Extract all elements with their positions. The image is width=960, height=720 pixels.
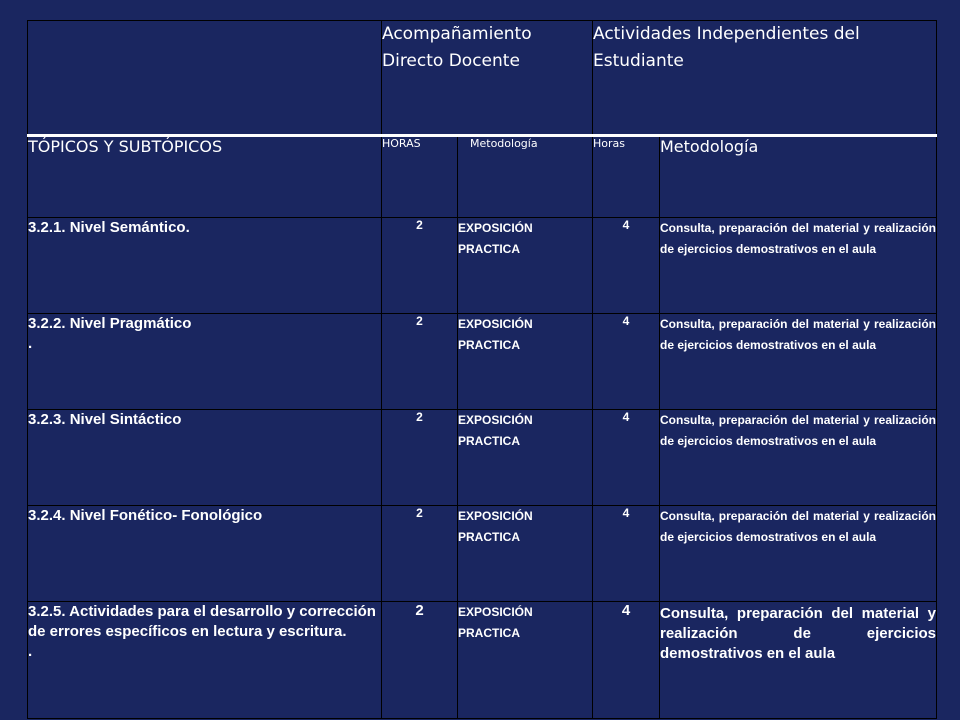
hours-independent-cell: 4 <box>593 218 660 314</box>
topic-extra: . <box>28 335 33 352</box>
hours-independent-cell: 4 <box>593 602 660 719</box>
description-cell: Consulta, preparación del material y realización de ejercicios demostrativos en el aula <box>660 314 937 410</box>
hours-independent-cell: 4 <box>593 506 660 602</box>
topics-column-header: TÓPICOS Y SUBTÓPICOS <box>28 136 382 218</box>
topic-cell: 3.2.3. Nivel Sintáctico <box>28 410 382 506</box>
hours-independent-column-header: Horas <box>593 136 660 218</box>
method-cell: EXPOSICIÓN PRACTICA <box>458 506 593 602</box>
independent-activities-header: Actividades Independientes del Estudiante <box>593 21 937 136</box>
table-row <box>28 314 937 410</box>
topic-text: 3.2.5. Actividades para el desarrollo y corrección de errores específicos en lectura y escritura. <box>28 603 376 640</box>
subheader-row <box>28 136 937 218</box>
table-row <box>28 602 937 719</box>
method-direct-column-header: Metodología <box>458 136 593 218</box>
topic-cell <box>28 602 382 719</box>
method-cell: EXPOSICIÓN PRACTICA <box>458 314 593 410</box>
syllabus-table <box>27 20 937 719</box>
hours-direct-cell: 2 <box>382 218 458 314</box>
method-independent-column-header: Metodología <box>660 136 937 218</box>
header-row <box>28 21 937 136</box>
hours-direct-cell: 2 <box>382 314 458 410</box>
table-row <box>28 506 937 602</box>
table-row <box>28 218 937 314</box>
method-cell: EXPOSICIÓN PRACTICA <box>458 218 593 314</box>
hours-direct-cell: 2 <box>382 410 458 506</box>
empty-header-cell <box>28 21 382 136</box>
topic-text: 3.2.2. Nivel Pragmático <box>28 315 192 332</box>
description-cell: Consulta, preparación del material y realización de ejercicios demostrativos en el aula <box>660 506 937 602</box>
description-cell: Consulta, preparación del material y realización de ejercicios demostrativos en el aula <box>660 218 937 314</box>
hours-independent-cell: 4 <box>593 410 660 506</box>
hours-direct-cell: 2 <box>382 602 458 719</box>
method-cell: EXPOSICIÓN PRACTICA <box>458 410 593 506</box>
hours-direct-column-header: HORAS <box>382 136 458 218</box>
topic-cell: 3.2.4. Nivel Fonético- Fonológico <box>28 506 382 602</box>
method-cell: EXPOSICIÓN PRACTICA <box>458 602 593 719</box>
description-cell: Consulta, preparación del material y realización de ejercicios demostrativos en el aula <box>660 410 937 506</box>
topic-cell <box>28 314 382 410</box>
topic-extra: . <box>28 643 33 660</box>
table-row <box>28 410 937 506</box>
description-cell: Consulta, preparación del material y realización de ejercicios demostrativos en el aula <box>660 602 937 719</box>
topic-cell: 3.2.1. Nivel Semántico. <box>28 218 382 314</box>
direct-teaching-header: Acompañamiento Directo Docente <box>382 21 593 136</box>
hours-direct-cell: 2 <box>382 506 458 602</box>
hours-independent-cell: 4 <box>593 314 660 410</box>
